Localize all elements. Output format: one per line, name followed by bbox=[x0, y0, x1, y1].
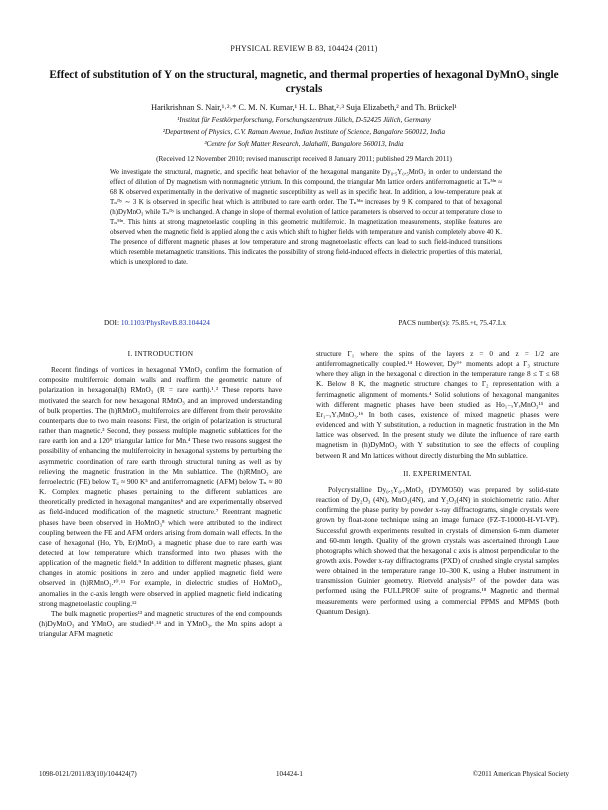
footer-page-number: 104424-1 bbox=[276, 770, 303, 778]
experimental-paragraph-1: Polycrystalline Dy₀.₅Y₀.₅MnO₃ (DYMO50) was prepared by solid-state reaction of Dy₂O₃ (4N), MnO₂(4N), and Y₂O₃(4N) in stoichiometric ratio. After confirming the phase purity by powder x-ray diffractograms, single crystals were grown by float-zone technique using an image furnace (FZ-T-10000-H-VI-VP). Successful growth experiments resulted in crystals of dimension 6-mm diameter and 60-mm length. Quality of the grown crystals was ascertained through Laue photographs which showed that the hexagonal c axis is almost perpendicular to the growth axis. Powder x-ray diffractograms (PXD) of crushed single crystal samples were obtained in the temperature range 10–300 K, using a Huber instrument in transmission Guinier geometry. Rietveld analysis¹⁷ of the powder data was performed using the FULLPROF suite of programs.¹⁸ Magnetic and thermal measurements were performed using a commercial PPMS and MPMS (both Quantum Design). bbox=[316, 484, 559, 616]
section-heading-introduction: I. INTRODUCTION bbox=[127, 349, 194, 358]
abstract: We investigate the structural, magnetic, and specific heat behavior of the hexagonal manganite Dy₀.₅Y₀.₅MnO₃ in order to understand the effect of dilution of Dy magnetism with nonmagnetic yttrium. In this compound, the triangular Mn lattice orders antiferromagnetic at Tₙᴹⁿ ≈ 68 K observed experimentally in the derivative of magnetic susceptibility as well as in specific heat. In addition, a low-temperature peak at Tₙᴰʸ ∼ 3 K is observed in specific heat which is attributed to rare earth order. The Tₙᴹⁿ increases by 9 K compared to that of hexagonal (h)DyMnO₃ while Tₙᴰʸ is unchanged. A change in slope of thermal evolution of lattice parameters is observed to occur at temperature close to Tₙᴹⁿ. This hints at strong magnetoelastic coupling in this geometric multiferroic. In magnetization measurements, steplike features are observed when the magnetic field is applied along the c axis which shift to higher fields with temperature and vanish completely above 40 K. The presence of different magnetic phases at low temperature and strong magnetoelastic effects can lead to such field-induced transitions which resemble metamagnetic transitions. This indicates the possibility of strong field-induced effects in dielectric properties of this material, which is unexplored to date. bbox=[110, 169, 502, 267]
affiliation-2: ²Department of Physics, C.V. Raman Avenue, Indian Institute of Science, Bangalore 560012, India bbox=[162, 128, 446, 136]
left-column bbox=[39, 349, 282, 639]
author-list: Harikrishnan S. Nair,¹˒²˒* C. M. N. Kumar,¹ H. L. Bhat,²˒³ Suja Elizabeth,² and Th. Brückel¹ bbox=[151, 103, 457, 112]
intro-paragraph-2: The bulk magnetic properties¹³ and magnetic structures of the end compounds (h)DyMnO₃ and YMnO₃ are studied⁴˒¹⁴ and in YMnO₃, the Mn spins adopt a triangular AFM magnetic bbox=[39, 608, 282, 639]
footer-issn: 1098-0121/2011/83(10)/104424(7) bbox=[39, 770, 137, 778]
intro-paragraph-1: Recent findings of vortices in hexagonal YMnO₃ confirm the formation of composite multiferroic domain walls and reaffirm the geometric nature of polarization in hexagonal(h) RMnO₃ (R = rare earth).¹˒² These reports have motivated the search for new hexagonal RMnO₃ and an improved understanding of bulk properties. The (h)RMnO₃ multiferroics are different from their perovskite counterparts due to two main reasons: First, the origin of polarization is structural rather than magnetic.³ Second, they possess multiple magnetic sublattices for the rare earth ion and a 120° triangular lattice for Mn.⁴ These two reasons suggest the possibility of enhancing the multiferroicity in hexagonal systems by perturbing the asymmetric coordination of rare earth through structural tuning as well as by relieving the magnetic frustration in the Mn sublattice. The (h)RMnO₃ are ferroelectric (FE) below T꜀ ≈ 900 K⁵ and antiferromagnetic (AFM) below Tₙ ≈ 80 K. Complex magnetic phases pertaining to the different sublattices are theoretically predicted in hexagonal manganites⁶ and are experimentally observed as field-induced modification of the magnetic structure.⁷ Reentrant magnetic phases have been observed in HoMnO₃⁸ which were attributed to the indirect coupling between the FE and AFM orders arising from domain wall effects. In the case of hexagonal (Ho, Yb, Er)MnO₃ a magnetic phase due to rare earth was detected at low temperature which transformed into two phases with the application of the magnetic field.⁹ In addition to different magnetic phases, giant changes in atomic positions in zero and under applied magnetic field were observed in (h)RMnO₃.¹⁰˒¹¹ For example, in dielectric studies of HoMnO₃, anomalies in the c-axis length were observed in applied magnetic field indicating strong magnetoelastic coupling.¹² bbox=[39, 365, 282, 608]
section-heading-experimental: II. EXPERIMENTAL bbox=[403, 468, 472, 478]
intro-paragraph-continued: structure Γ₁ where the spins of the layers z = 0 and z = 1/2 are antiferromagnetically coupled.¹⁴ However, Dy³⁺ moments adopt a Γ₃ structure where they align in the hexagonal c direction in the temperature range 8 ≤ T ≤ 68 K. Below 8 K, the magnetic structure changes to Γ₂ representation with a ferrimagnetic alignment of moments.⁴ Solid solutions of hexagonal manganites with different magnetic phases have been studied as Ho₁₋ₓYₓMnO₃¹⁵ and Er₁₋ₓYₓMnO₃.¹⁶ In both cases, existence of mixed magnetic phases were evidenced and with Y substitution, a reduction in magnetic frustration in the Mn lattice was observed. In the present study we dilute the influence of rare earth magnetism in (h)DyMnO₃ with Y substitution to see the effects of coupling between R and Mn lattices without directly disturbing the Mn sublattice. bbox=[316, 349, 559, 460]
doi-line bbox=[104, 318, 210, 327]
received-dates: (Received 12 November 2010; revised manuscript received 8 January 2011; published 29 March 2011) bbox=[156, 155, 452, 163]
doi-link[interactable]: 10.1103/PhysRevB.83.104424 bbox=[120, 318, 210, 327]
affiliation-1: ¹Institut für Festkörperforschung, Forschungszentrum Jülich, D-52425 Jülich, Germany bbox=[177, 116, 431, 124]
right-column bbox=[316, 349, 559, 617]
footer-copyright: ©2011 American Physical Society bbox=[472, 770, 569, 778]
journal-header: PHYSICAL REVIEW B 83, 104424 (2011) bbox=[230, 44, 378, 53]
affiliation-3: ³Centre for Soft Matter Research, Jalahalli, Bangalore 560013, India bbox=[204, 140, 404, 148]
paper-title: Effect of substitution of Y on the structural, magnetic, and thermal properties of hexagonal DyMnO₃ single crystals bbox=[49, 69, 559, 95]
section-gap bbox=[316, 461, 559, 469]
pacs-numbers: PACS number(s): 75.85.+t, 75.47.Lx bbox=[398, 318, 506, 327]
doi-label: DOI: bbox=[104, 318, 119, 327]
